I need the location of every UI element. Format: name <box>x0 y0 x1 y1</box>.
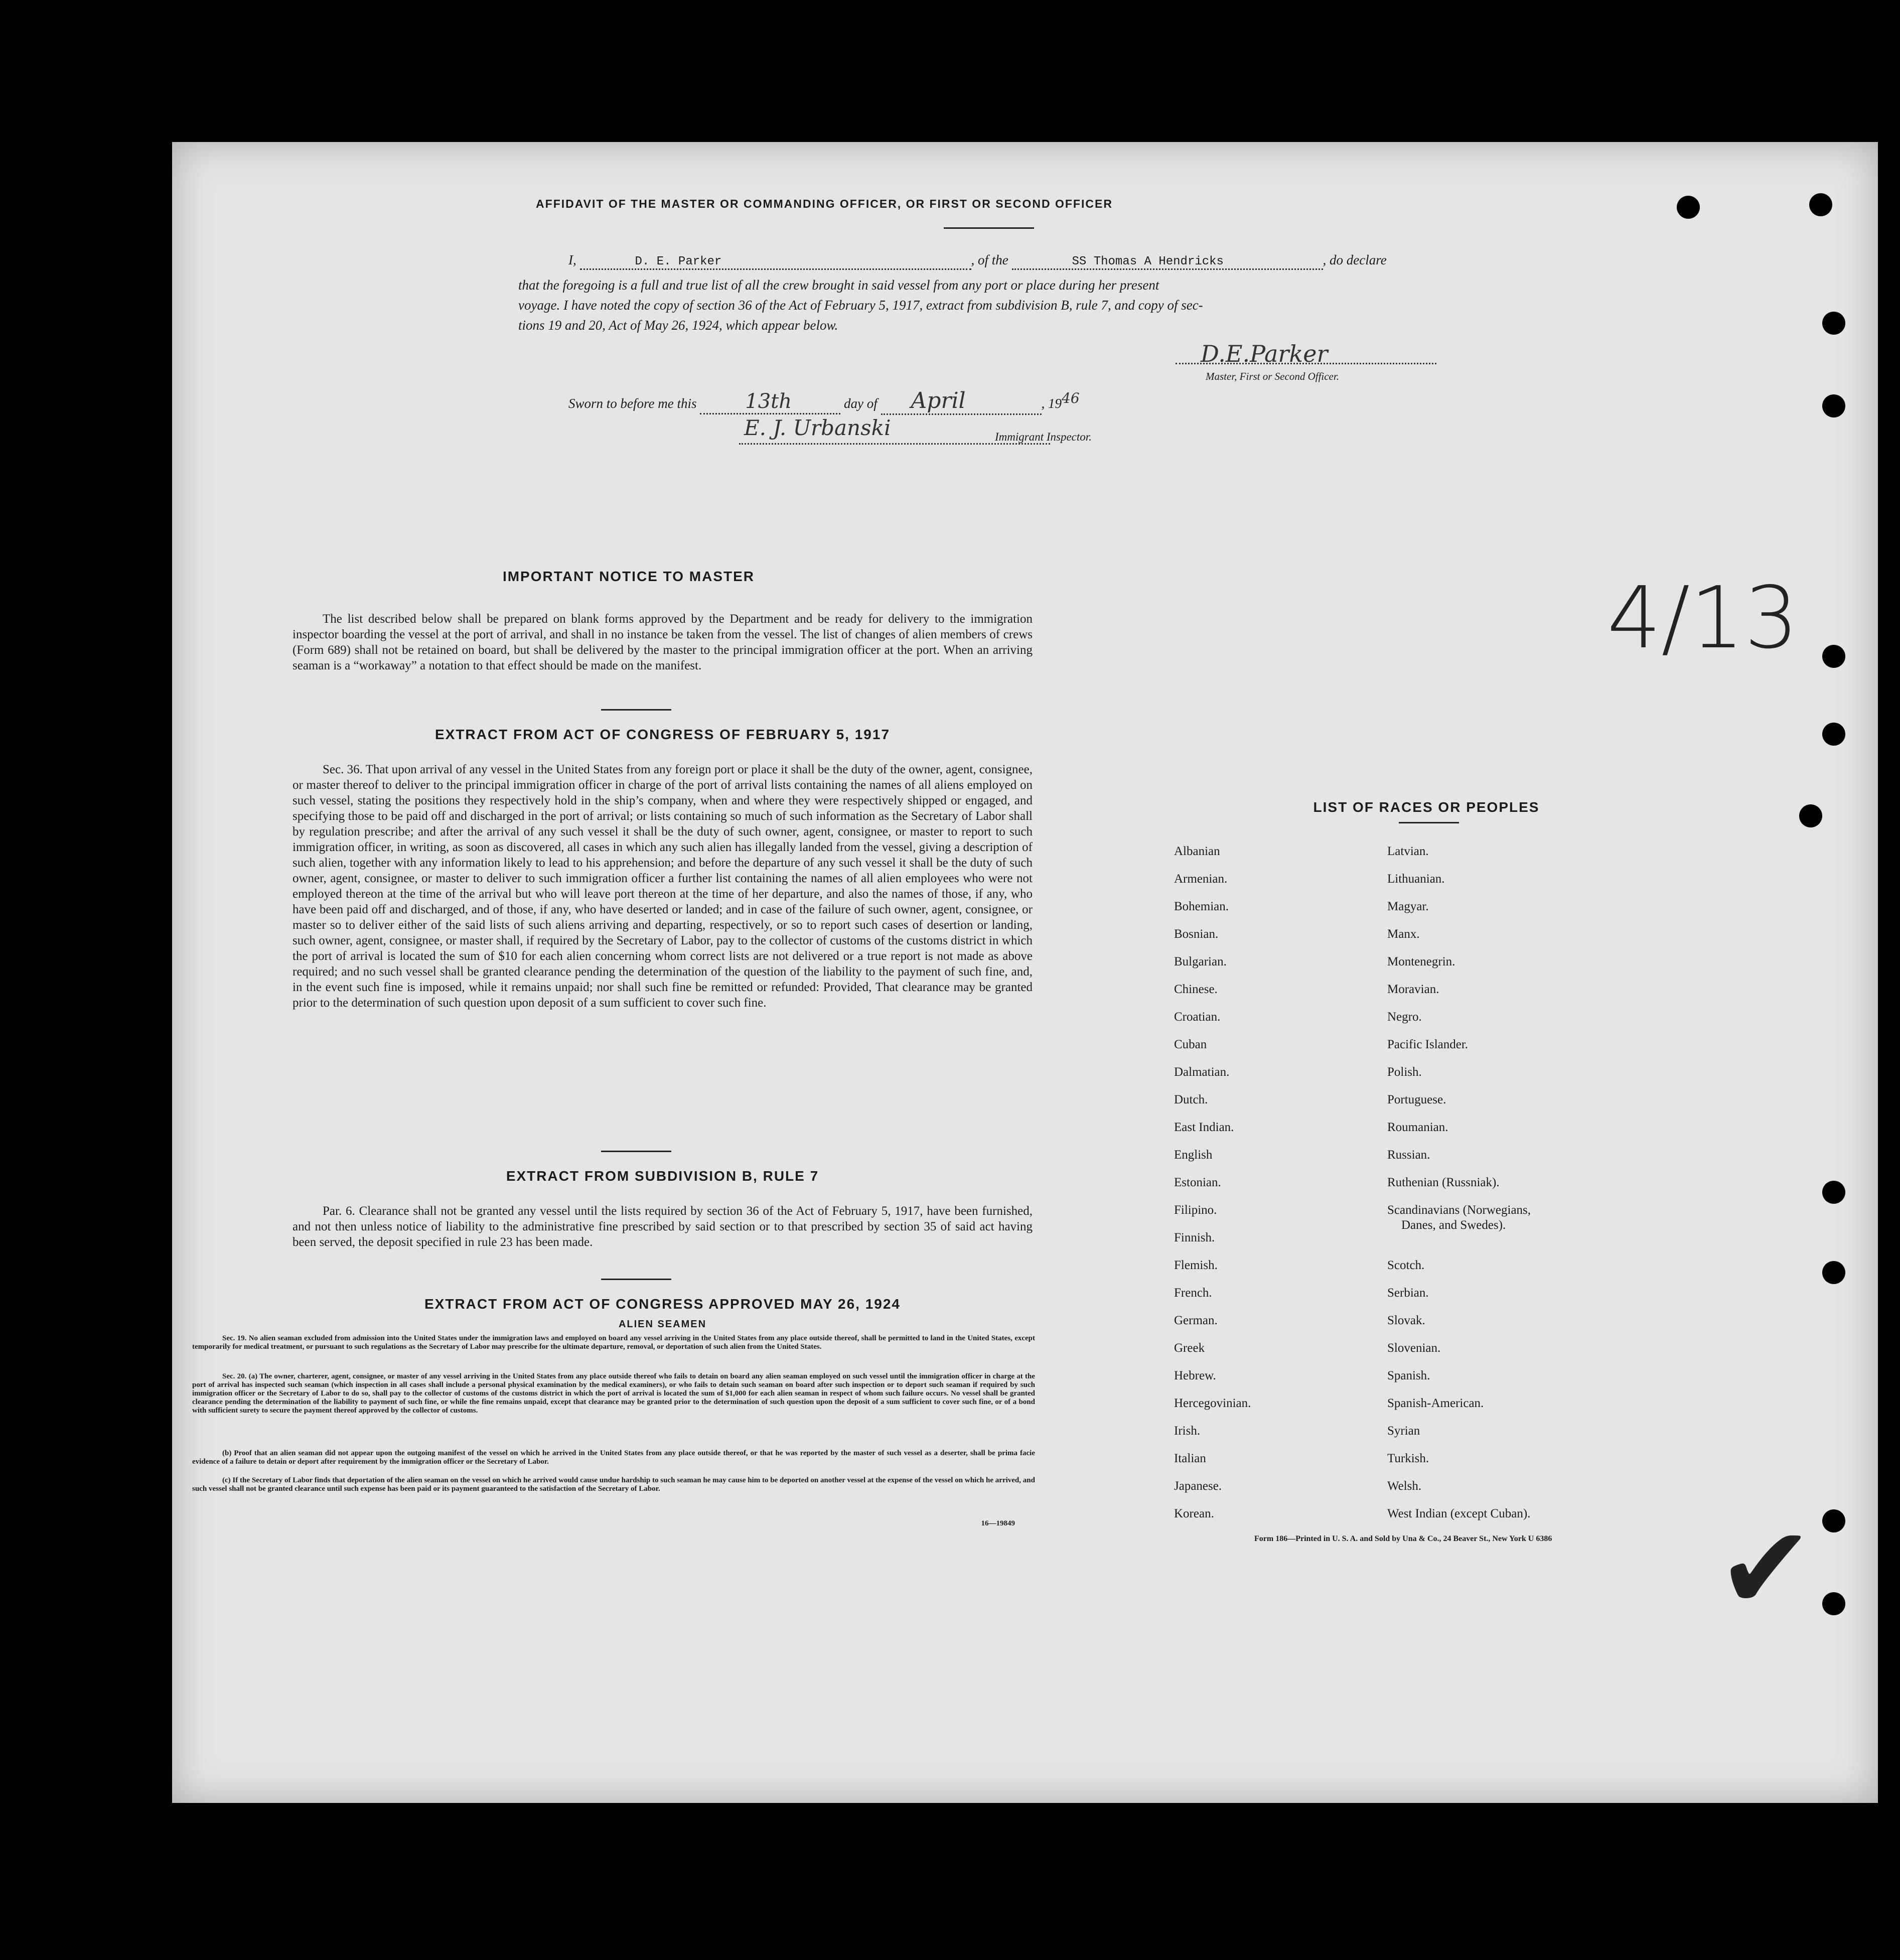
punch-hole <box>1822 1592 1845 1615</box>
master-caption: Master, First or Second Officer. <box>1206 370 1339 382</box>
punch-hole <box>1677 196 1700 219</box>
race-item: Polish. <box>1387 1065 1422 1079</box>
race-item: Estonian. <box>1174 1176 1221 1189</box>
race-item: English <box>1174 1148 1213 1162</box>
race-item: French. <box>1174 1286 1212 1300</box>
punch-hole <box>1822 394 1845 417</box>
race-item: Montenegrin. <box>1387 955 1455 968</box>
race-item: Japanese. <box>1174 1479 1222 1493</box>
race-item: Dutch. <box>1174 1093 1208 1106</box>
divider <box>601 1151 671 1152</box>
race-item: Manx. <box>1387 927 1420 941</box>
punch-hole <box>1822 1181 1845 1204</box>
race-item: Lithuanian. <box>1387 872 1445 886</box>
i-label: I, <box>568 252 576 267</box>
race-item: Cuban <box>1174 1038 1207 1051</box>
divider <box>601 709 671 711</box>
race-item: Slovak. <box>1387 1314 1425 1327</box>
sec20b-text: (b) Proof that an alien seaman did not appear upon the outgoing manifest of the vessel on which he arrived in the United States from any place outside thereof, or that he was reported by the master of such vessel as a deserter, shall be prima facie evidence of a failure to detain or deport after requirement by the immigration officer or the Secretary of Labor. <box>192 1449 1035 1466</box>
of-the-label: , of the <box>971 252 1008 267</box>
handwritten-date: 4/13 <box>1607 569 1799 668</box>
notice-title: IMPORTANT NOTICE TO MASTER <box>502 569 755 584</box>
race-item: Scandinavians (Norwegians, <box>1387 1203 1531 1217</box>
sec20c-text: (c) If the Secretary of Labor finds that deportation of the alien seaman on the vessel on which he arrived would cause undue hardship to such seaman he may cause him to be deported on another vessel at the expense of the vessel on which he arrived, and such vessel shall not be granted clearance until such expense has been paid or its payment guaranteed to the satisfaction of the Secretary of Labor. <box>192 1476 1035 1493</box>
race-item: Magyar. <box>1387 900 1429 913</box>
sec19-text: Sec. 19. No alien seaman excluded from admission into the United States under the immigration laws and employed on board any vessel arriving in the United States from any place outside thereof, shall be permitted to land in the United States, except temporarily for medical treatment, or pursuant to such regulations as the Secretary of Labor may prescribe for the ultimate departure, removal, or deportation of such alien from the United States. <box>192 1334 1035 1351</box>
race-item: Scotch. <box>1387 1258 1425 1272</box>
divider <box>601 1279 671 1280</box>
race-item: Moravian. <box>1387 983 1439 996</box>
race-item: Roumanian. <box>1387 1121 1448 1134</box>
affidavit-line4: tions 19 and 20, Act of May 26, 1924, which appear below. <box>518 318 838 333</box>
race-item: Dalmatian. <box>1174 1065 1230 1079</box>
form-footer: Form 186—Printed in U. S. A. and Sold by Una & Co., 24 Beaver St., New York U 6386 <box>1254 1534 1552 1543</box>
race-item: Korean. <box>1174 1507 1214 1520</box>
inspector-signature: E. J. Urbanski <box>744 415 891 440</box>
race-item: Welsh. <box>1387 1479 1422 1493</box>
races-title: LIST OF RACES OR PEOPLES <box>1313 799 1540 815</box>
race-item: Hebrew. <box>1174 1369 1216 1382</box>
race-item: Slovenian. <box>1387 1341 1441 1355</box>
punch-hole <box>1822 1509 1845 1532</box>
race-item: Italian <box>1174 1452 1206 1465</box>
master-signature-line <box>1176 363 1436 364</box>
document-page <box>172 142 1878 1803</box>
race-item: Negro. <box>1387 1010 1422 1024</box>
race-item: East Indian. <box>1174 1121 1234 1134</box>
race-item: Spanish. <box>1387 1369 1430 1382</box>
divider <box>1399 822 1459 823</box>
race-item: Chinese. <box>1174 983 1218 996</box>
vessel-name: SS Thomas A Hendricks <box>1012 255 1323 270</box>
heading-rule <box>944 227 1034 229</box>
race-item: Pacific Islander. <box>1387 1038 1469 1051</box>
do-declare-label: , do declare <box>1323 252 1387 267</box>
punch-hole <box>1809 193 1832 216</box>
race-item: Ruthenian (Russniak). <box>1387 1176 1500 1189</box>
race-item: Bulgarian. <box>1174 955 1227 968</box>
race-item: Croatian. <box>1174 1010 1221 1024</box>
sworn-line <box>568 388 1080 415</box>
extract-1924-title: EXTRACT FROM ACT OF CONGRESS APPROVED MAY 26, 1924 <box>424 1296 901 1312</box>
race-item: German. <box>1174 1314 1218 1327</box>
race-item: Bohemian. <box>1174 900 1229 913</box>
race-item: Albanian <box>1174 845 1220 858</box>
race-item: Portuguese. <box>1387 1093 1446 1106</box>
punch-hole <box>1822 723 1845 746</box>
race-item: Russian. <box>1387 1148 1430 1162</box>
rule7-text: Par. 6. Clearance shall not be granted any vessel until the lists required by section 36 of the Act of February 5, 1917, have been furnished, and not then unless notice of liability to the administrative fine prescribed by said section or to that prescribed by section 35 of said act having been served, the deposit specified in rule 23 has been made. <box>293 1204 1033 1249</box>
punch-hole <box>1822 1261 1845 1284</box>
alien-seamen-subtitle: ALIEN SEAMEN <box>618 1319 707 1330</box>
checkmark-icon: ✔ <box>1717 1505 1814 1633</box>
affidavit-line1 <box>568 252 1387 270</box>
race-item: Finnish. <box>1174 1231 1215 1244</box>
day-of-label: day of <box>844 396 878 411</box>
race-item: Hercegovinian. <box>1174 1396 1251 1410</box>
race-item: Syrian <box>1387 1424 1420 1438</box>
extract-1917-title: EXTRACT FROM ACT OF CONGRESS OF FEBRUARY 5, 1917 <box>434 727 891 742</box>
inspector-caption: Immigrant Inspector. <box>995 431 1092 443</box>
notice-text: The list described below shall be prepared on blank forms approved by the Department and be ready for delivery to the immigration inspector boarding the vessel at the port of arrival, and shall in no instance be taken from the vessel. The list of changes of alien members of crews (Form 689) shall not be retained on board, but shall be delivered by the master to the principal immigration officer at the port. When an arriving seaman is a “workaway” a notation to that effect should be made on the manifest. <box>293 612 1033 672</box>
race-item: Greek <box>1174 1341 1205 1355</box>
sworn-day: 13th <box>700 390 840 414</box>
punch-hole <box>1822 645 1845 668</box>
race-item: Danes, and Swedes). <box>1401 1218 1506 1232</box>
race-item: Serbian. <box>1387 1286 1429 1300</box>
race-item: Filipino. <box>1174 1203 1217 1217</box>
master-signature: D.E.Parker <box>1201 340 1328 367</box>
sworn-month: April <box>881 388 1042 415</box>
race-item: West Indian (except Cuban). <box>1387 1507 1531 1520</box>
form-code: 16—19849 <box>981 1519 1015 1527</box>
race-item: Latvian. <box>1387 845 1429 858</box>
affidavit-line2: that the foregoing is a full and true list of all the crew brought in said vessel from any port or place during her present <box>518 277 1159 293</box>
year-prefix: , 19 <box>1041 396 1062 411</box>
race-item: Turkish. <box>1387 1452 1429 1465</box>
punch-hole <box>1799 804 1822 827</box>
race-item: Irish. <box>1174 1424 1201 1438</box>
sworn-label: Sworn to before me this <box>568 396 697 411</box>
race-item: Bosnian. <box>1174 927 1219 941</box>
extract-1917-text: Sec. 36. That upon arrival of any vessel in the United States from any foreign port or place it shall be the duty of the owner, agent, consignee, or master thereof to deliver to the principal immigration officer in charge of the port of arrival lists containing the names of all aliens employed on such vessel, stating the positions they respectively hold in the ship’s company, when and where they were respectively shipped or engaged, and specifying those to be paid off and discharged in the port of arrival; or lists containing so much of such information as the Secretary of Labor shall by regulation prescribe; and after the arrival of any such vessel it shall be the duty of such owner, agent, consignee, or master to report to such immigration officer, in writing, as soon as discovered, all cases in which any such alien has illegally landed from the vessel, giving a description of such alien, together with any information likely to lead to his apprehension; and before the departure of any such vessel it shall be the duty of such owner, agent, consignee, or master to deliver to such immigration officer a further list containing the names of all alien employees who were not employed thereon at the time of the arrival but who will leave port thereon at the time of her departure, and also the names of those, if any, who have been paid off and discharged, and of those, if any, who have deserted or landed; and in case of the failure of such owner, agent, consignee, or master so to deliver either of the said lists of such aliens arriving and departing, respectively, or so to report such cases of desertion or landing, such owner, agent, consignee, or master shall, if required by the Secretary of Labor, pay to the collector of customs of the customs district in which the port of arrival is located the sum of $10 for each alien concerning whom correct lists are not delivered or a true report is not made as above required; and no such vessel shall be granted clearance pending the determination of the question of the liability to the payment of such fine, and, in the event such fine is imposed, while it remains unpaid; nor shall such fine be remitted or refunded: Provided, That clearance may be granted prior to the determination of such question upon deposit of a sum sufficient to cover such fine. <box>293 763 1033 1010</box>
race-item: Flemish. <box>1174 1258 1218 1272</box>
declarant-name: D. E. Parker <box>580 255 971 270</box>
punch-hole <box>1822 312 1845 335</box>
race-item: Spanish-American. <box>1387 1396 1484 1410</box>
affidavit-line3: voyage. I have noted the copy of section 36 of the Act of February 5, 1917, extract from subdivision B, rule 7, and copy of sec- <box>518 298 1203 313</box>
race-item: Armenian. <box>1174 872 1228 886</box>
sworn-year: 46 <box>1062 390 1080 406</box>
rule7-title: EXTRACT FROM SUBDIVISION B, RULE 7 <box>506 1168 819 1184</box>
sec20a-text: Sec. 20. (a) The owner, charterer, agent, consignee, or master of any vessel arriving in the United States from any place outside thereof who fails to detain on board any alien seaman employed on such vessel until the immigration officer in charge at the port of arrival has inspected such seaman (which inspection in all cases shall include a personal physical examination by the medical examiners), or who fails to detain such seaman on board after such inspection or to deport such seaman if required by such immigration officer or the Secretary of Labor to do so, shall pay to the collector of customs of the customs district in which the port of arrival is located the sum of $1,000 for each alien seaman in respect of whom such failure occurs. No vessel shall be granted clearance pending the determination of the liability to payment of such fine, or while the fine remains unpaid, except that clearance may be granted prior to the determination of such question upon the deposit of a sum sufficient to cover such fine, or of a bond with sufficient surety to secure the payment thereof approved by the collector of customs. <box>192 1372 1035 1415</box>
affidavit-heading: AFFIDAVIT OF THE MASTER OR COMMANDING OFFICER, OR FIRST OR SECOND OFFICER <box>536 197 1113 210</box>
